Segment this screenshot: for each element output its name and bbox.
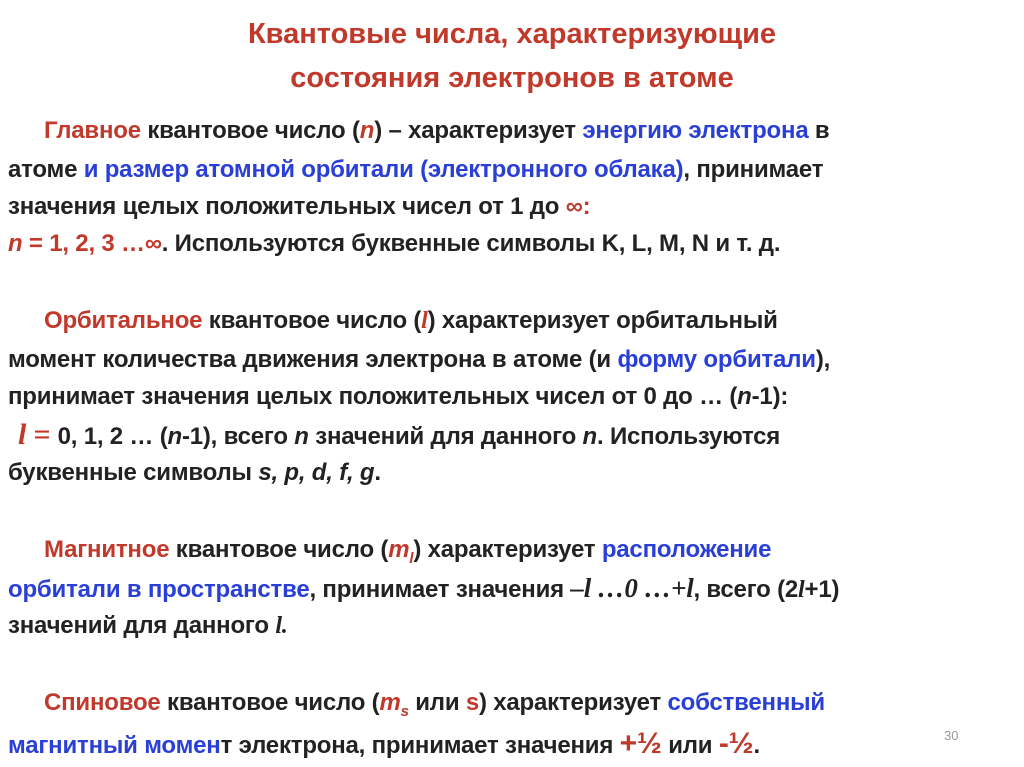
orbital-line-4: l = 0, 1, 2 … (n-1), всего n значений для данного n. Используются <box>18 418 781 451</box>
principal-highlight-orbital-size: и размер атомной орбитали (электронного облака) <box>83 156 684 183</box>
spin-minus-half: -½ <box>718 727 754 760</box>
principal-line-1: Главное квантовое число (n) – характеризует энергию электрона в <box>44 117 830 144</box>
magnetic-highlight-position: расположение <box>601 536 772 563</box>
orbital-term: Орбитальное <box>44 307 203 334</box>
orbital-letter-symbols: s, p, d, f, g <box>258 459 375 486</box>
orbital-line-1: Орбитальное квантовое число (l) характеризует орбитальный <box>44 307 778 334</box>
principal-symbol: n <box>359 117 375 144</box>
infinity-symbol-2: ∞ <box>144 230 162 257</box>
orbital-line-2: момент количества движения электрона в атоме (и форму орбитали), <box>8 346 831 373</box>
orbital-symbol: l <box>421 308 428 334</box>
principal-line-2: атоме и размер атомной орбитали (электронного облака), принимает <box>8 156 824 183</box>
magnetic-line-2: орбитали в пространстве, принимает значения –l …0 …+l, всего (2l+1) <box>8 573 840 603</box>
spin-term: Спиновое <box>44 689 161 716</box>
principal-term: Главное <box>44 117 141 144</box>
spin-line-2: магнитный момент электрона, принимает значения +½ или -½. <box>8 727 760 760</box>
principal-line-3: значения целых положительных чисел от 1 до ∞: <box>8 193 591 220</box>
slide-title-line-1: Квантовые числа, характеризующие <box>247 18 777 50</box>
orbital-highlight-shape: форму орбитали <box>617 346 816 373</box>
spin-line-1: Спиновое квантовое число ($m_s$ или s) характеризует собственный <box>44 689 825 720</box>
spin-symbol: m <box>379 689 401 716</box>
page-number: 30 <box>944 728 959 743</box>
orbital-line-5: буквенные символы s, p, d, f, g. <box>8 459 381 486</box>
spin-plus-half: +½ <box>619 727 662 760</box>
magnetic-range: –l …0 …+l <box>570 573 694 603</box>
spin-highlight-moment: собственный <box>667 689 825 716</box>
infinity-symbol: ∞ <box>565 193 583 220</box>
magnetic-symbol: m <box>388 536 410 563</box>
magnetic-line-3: значений для данного l. <box>8 612 288 639</box>
magnetic-term: Магнитное <box>44 536 170 563</box>
slide-title-line-2: состояния электронов в атоме <box>290 62 734 94</box>
orbital-line-3: принимает значения целых положительных чисел от 0 до … (n-1): <box>8 383 789 410</box>
magnetic-line-1: Магнитное квантовое число $(m_l)$ характеризует расположение <box>44 536 772 567</box>
orbital-l-symbol: l <box>18 418 27 451</box>
principal-line-4: n = 1, 2, 3 …∞. Используются буквенные символы K, L, M, N и т. д. <box>8 230 781 257</box>
principal-highlight-energy: энергию электрона <box>582 117 809 144</box>
